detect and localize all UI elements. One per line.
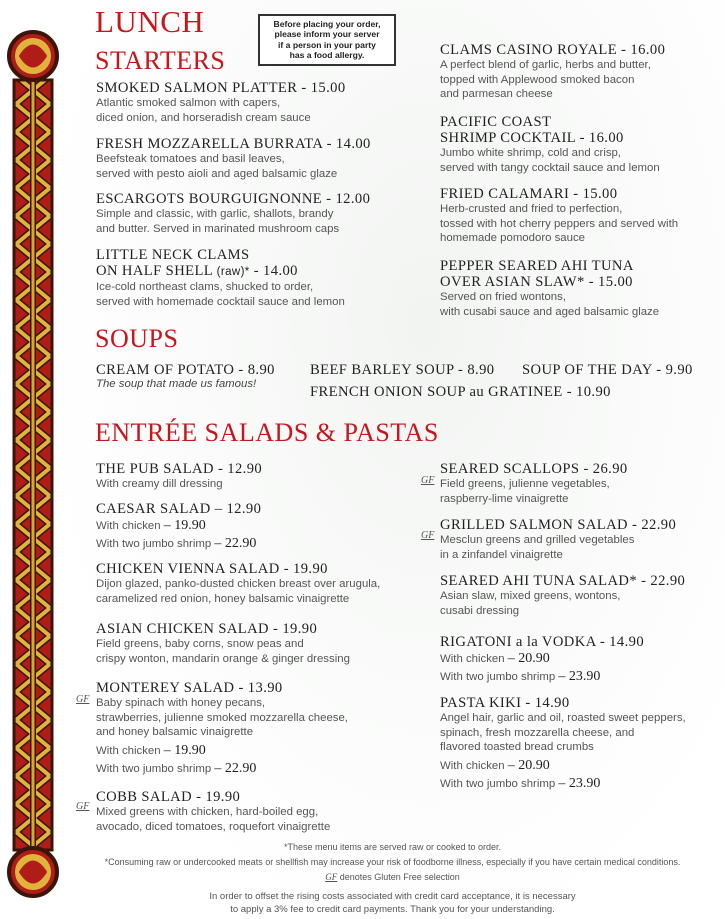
credit-fee-note-1: In order to offset the rising costs associated with credit card acceptance, it is necessary	[209, 891, 576, 902]
menu-item-burrata: FRESH MOZZARELLA BURRATA - 14.00 Beefsteak tomatoes and basil leaves, served with pesto aioli and aged balsamic glaze	[96, 136, 371, 180]
foodborne-warning: *Consuming raw or undercooked meats or shellfish may increase your risk of foodborne illness, especially if you have certain medical conditions.	[104, 857, 681, 867]
menu-item-smoked-salmon: SMOKED SALMON PLATTER - 15.00 Atlantic smoked salmon with capers, diced onion, and horseradish cream sauce	[96, 80, 346, 124]
menu-item-soup-of-day: SOUP OF THE DAY - 9.90	[522, 362, 693, 378]
salads-heading: ENTRÉE SALADS & PASTAS	[95, 418, 439, 447]
credit-fee-note-2: to apply a 3% fee to credit card payments. Thank you for your understanding.	[230, 904, 555, 915]
menu-item-french-onion: FRENCH ONION SOUP au GRATINEE - 10.90	[310, 384, 611, 400]
gf-legend: GF denotes Gluten Free selection	[325, 872, 460, 882]
soups-heading: SOUPS	[95, 324, 179, 353]
menu-item-pasta-kiki: PASTA KIKI - 14.90 Angel hair, garlic and oil, roasted sweet peppers, spinach, fresh mozzarella cheese, and flavored toasted bread crumbs With chicken – 20.90 With two jumbo shrimp – 23.90	[440, 695, 686, 791]
gf-legend-mark: GF	[325, 872, 338, 882]
menu-item-rigatoni: RIGATONI a la VODKA - 14.90 With chicken – 20.90 With two jumbo shrimp – 23.90	[440, 634, 645, 684]
gf-marker-salmon: GF	[421, 530, 435, 541]
menu-item-chicken-vienna: CHICKEN VIENNA SALAD - 19.90 Dijon glazed, panko-dusted chicken breast over arugula, caramelized red onion, honey balsamic vinaigrette	[96, 561, 381, 605]
menu-item-grilled-salmon: GRILLED SALMON SALAD - 22.90 Mesclun greens and grilled vegetables in a zinfandel vinaigrette	[440, 517, 677, 561]
menu-item-pub-salad: THE PUB SALAD - 12.90 With creamy dill dressing	[96, 461, 263, 490]
allergy-notice: Before placing your order, please inform your server if a person in your party has a food allergy.	[258, 14, 396, 66]
menu-item-beef-barley: BEEF BARLEY SOUP - 8.90	[310, 362, 495, 378]
menu-item-shrimp-cocktail: PACIFIC COAST SHRIMP COCKTAIL - 16.00 Jumbo white shrimp, cold and crisp, served with tangy cocktail sauce and lemon	[440, 114, 660, 174]
menu-item-asian-chicken: ASIAN CHICKEN SALAD - 19.90 Field greens, baby corns, snow peas and crispy wonton, mandarin orange & ginger dressing	[96, 621, 350, 665]
menu-item-seared-scallops: SEARED SCALLOPS - 26.90 Field greens, julienne vegetables, raspberry-lime vinaigrette	[440, 461, 628, 505]
menu-item-cobb-salad: COBB SALAD - 19.90 Mixed greens with chicken, hard-boiled egg, avocado, diced tomatoes, roquefort vinaigrette	[96, 789, 331, 833]
menu-item-ahi-tuna-starter: PEPPER SEARED AHI TUNA OVER ASIAN SLAW* - 15.00 Served on fried wontons, with cusabi sauce and aged balsamic glaze	[440, 258, 660, 318]
lunch-heading: LUNCH	[95, 4, 205, 39]
menu-item-caesar-salad: CAESAR SALAD – 12.90 With chicken – 19.90 With two jumbo shrimp – 22.90	[96, 501, 262, 551]
starters-heading: STARTERS	[95, 46, 226, 75]
menu-item-little-neck-clams: LITTLE NECK CLAMS ON HALF SHELL (raw)* - 14.00 Ice-cold northeast clams, shucked to order, served with homemade cocktail sauce and lemon	[96, 247, 345, 308]
gf-marker-scallops: GF	[421, 475, 435, 486]
menu-item-escargots: ESCARGOTS BOURGUIGNONNE - 12.00 Simple and classic, with garlic, shallots, brandy and butter. Served in marinated mushroom caps	[96, 191, 371, 235]
menu-item-clams-casino: CLAMS CASINO ROYALE - 16.00 A perfect blend of garlic, herbs and butter, topped with Applewood smoked bacon and parmesan cheese	[440, 42, 666, 101]
gf-marker-monterey: GF	[76, 694, 90, 705]
celtic-knot-border	[6, 20, 60, 910]
menu-item-ahi-tuna-salad: SEARED AHI TUNA SALAD* - 22.90 Asian slaw, mixed greens, wontons, cusabi dressing	[440, 573, 686, 617]
menu-item-cream-of-potato: CREAM OF POTATO - 8.90 The soup that made us famous!	[96, 362, 275, 390]
gf-marker-cobb: GF	[76, 801, 90, 812]
menu-item-fried-calamari: FRIED CALAMARI - 15.00 Herb-crusted and fried to perfection, tossed with hot cherry peppers and served with homemade pomodoro sauce	[440, 186, 679, 245]
raw-items-note: *These menu items are served raw or cooked to order.	[283, 842, 502, 852]
menu-item-monterey-salad: MONTEREY SALAD - 13.90 Baby spinach with honey pecans, strawberries, julienne smoked mozzarella cheese, and honey balsamic vinaigrette With chicken – 19.90 With two jumbo shrimp – 22.90	[96, 680, 348, 776]
